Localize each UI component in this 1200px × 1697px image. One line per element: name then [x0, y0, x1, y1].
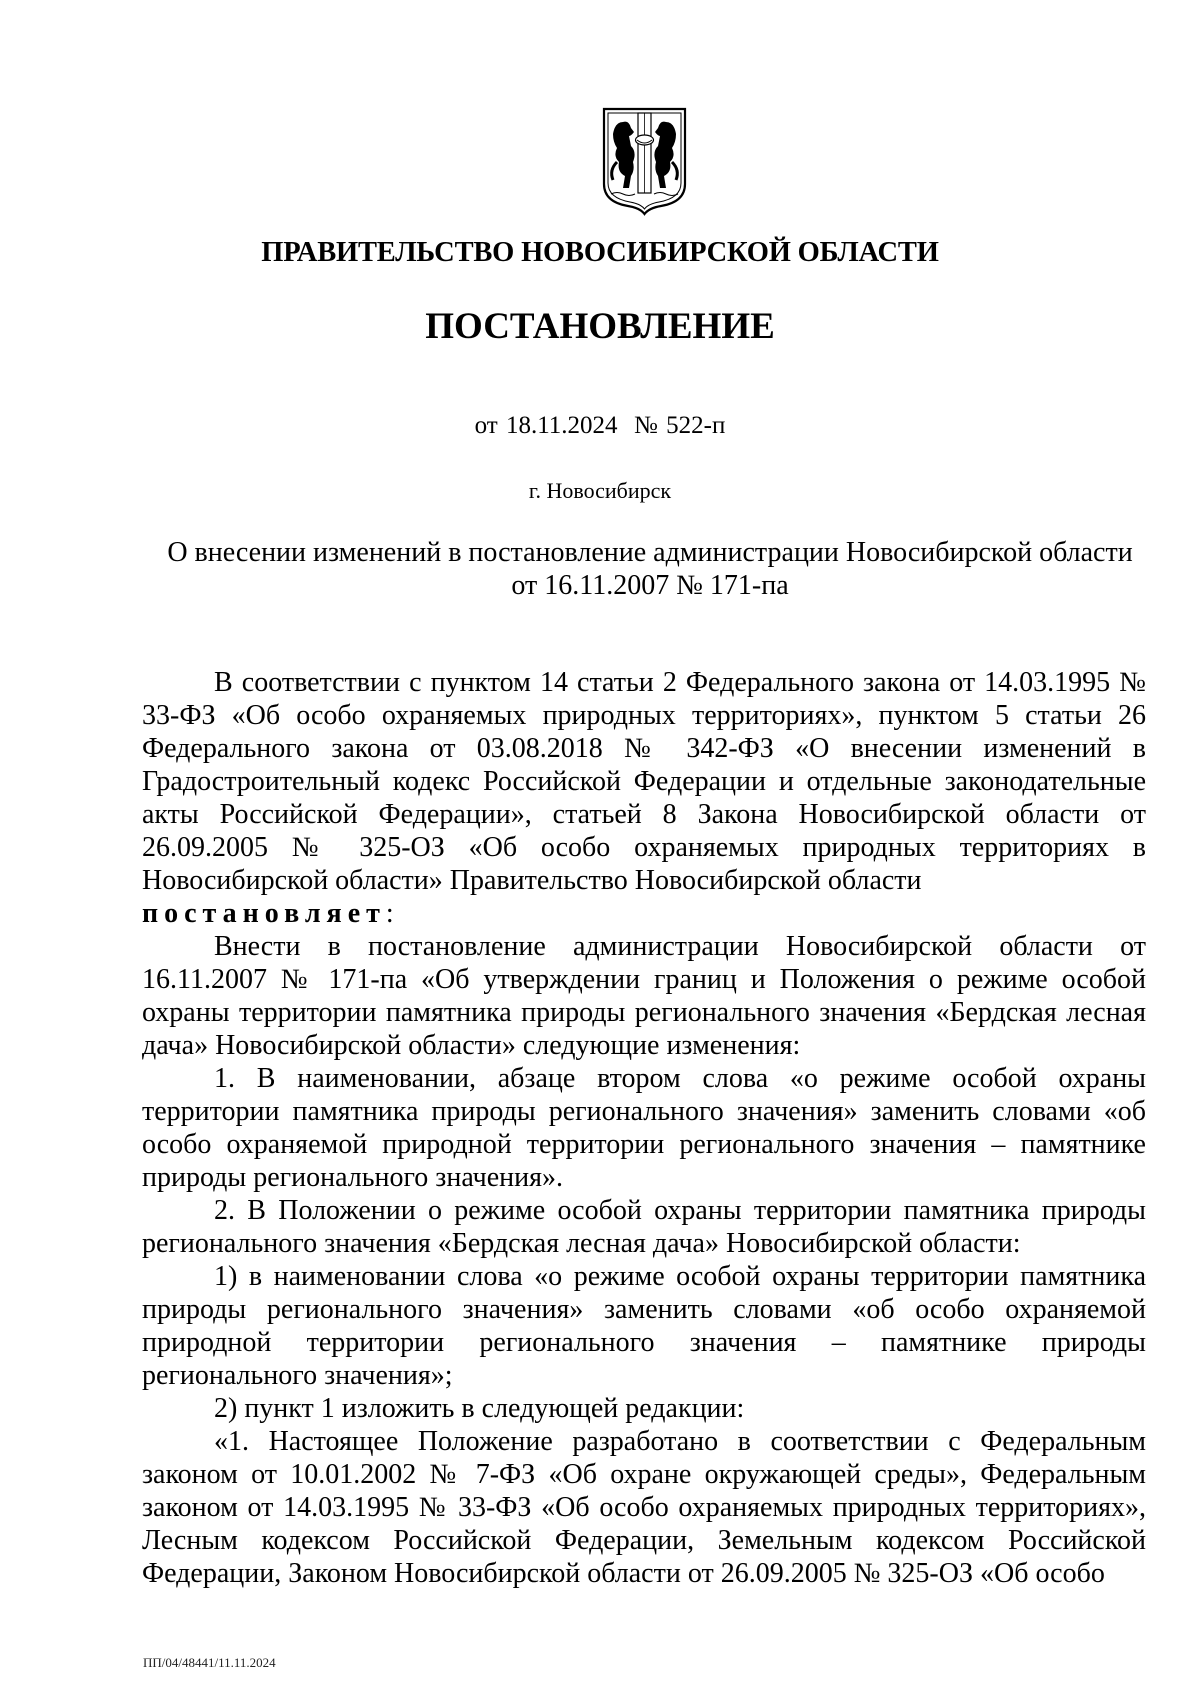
document-footer-code: ПП/04/48441/11.11.2024	[143, 1655, 276, 1670]
subject-line-1: О внесении изменений в постановление администрации Новосибирской области	[167, 537, 1133, 568]
item-2-2-paragraph: 2) пункт 1 изложить в следующей редакции:	[214, 1393, 745, 1424]
document-subject	[140, 536, 1160, 602]
decree-paragraph	[142, 897, 1146, 930]
coat-of-arms-icon	[601, 106, 688, 216]
organization-title: ПРАВИТЕЛЬСТВО НОВОСИБИРСКОЙ ОБЛАСТИ	[261, 237, 939, 268]
document-body	[142, 666, 1146, 1590]
quote-paragraph: «1. Настоящее Положение разработано в соответствии с Федеральным законом от 10.01.2002 № 7-ФЗ «Об охране окружающей среды», Федеральным законом от 14.03.1995 № 33-ФЗ «Об особо охраняемых природных территориях», Лесным кодексом Российской Федерации, Земельным кодексом Российской Федерации, Законом Новосибирской области от 26.09.2005 № 325-ОЗ «Об особо	[142, 1426, 1146, 1589]
preamble-paragraph: В соответствии с пунктом 14 статьи 2 Федерального закона от 14.03.1995 № 33-ФЗ «Об особо охраняемых природных территориях», пунктом 5 статьи 26 Федерального закона от 03.08.2018 № 342-ФЗ «О внесении изменений в Градостроительный кодекс Российской Федерации и отдельные законодательные акты Российской Федерации», статьей 8 Закона Новосибирской области от 26.09.2005 № 325-ОЗ «Об особо охраняемых природных территориях в Новосибирской области» Правительство Новосибирской области	[142, 667, 1146, 896]
document-date-number: от 18.11.2024 № 522-п	[474, 412, 726, 439]
intro-paragraph: Внести в постановление администрации Новосибирской области от 16.11.2007 № 171-па «Об утверждении границ и Положения о режиме особой охраны территории памятника природы регионального значения «Бердская лесная дача» Новосибирской области» следующие изменения:	[142, 931, 1146, 1061]
item-1-paragraph: 1. В наименовании, абзаце втором слова «о режиме особой охраны территории памятника природы регионального значения» заменить словами «об особо охраняемой природной территории регионального значения – памятнике природы регионального значения».	[142, 1063, 1146, 1193]
decree-colon: :	[385, 898, 394, 929]
item-2-paragraph: 2. В Положении о режиме особой охраны территории памятника природы регионального значения «Бердская лесная дача» Новосибирской области:	[142, 1195, 1146, 1259]
item-2-1-paragraph: 1) в наименовании слова «о режиме особой охраны территории памятника природы регионального значения» заменить словами «об особо охраняемой природной территории регионального значения – памятнике природы регионального значения»;	[142, 1261, 1146, 1391]
document-type-title: ПОСТАНОВЛЕНИЕ	[425, 306, 775, 347]
document-city: г. Новосибирск	[528, 478, 672, 503]
decree-word: постановляет	[142, 898, 386, 929]
subject-line-2: от 16.11.2007 № 171-па	[511, 570, 789, 601]
